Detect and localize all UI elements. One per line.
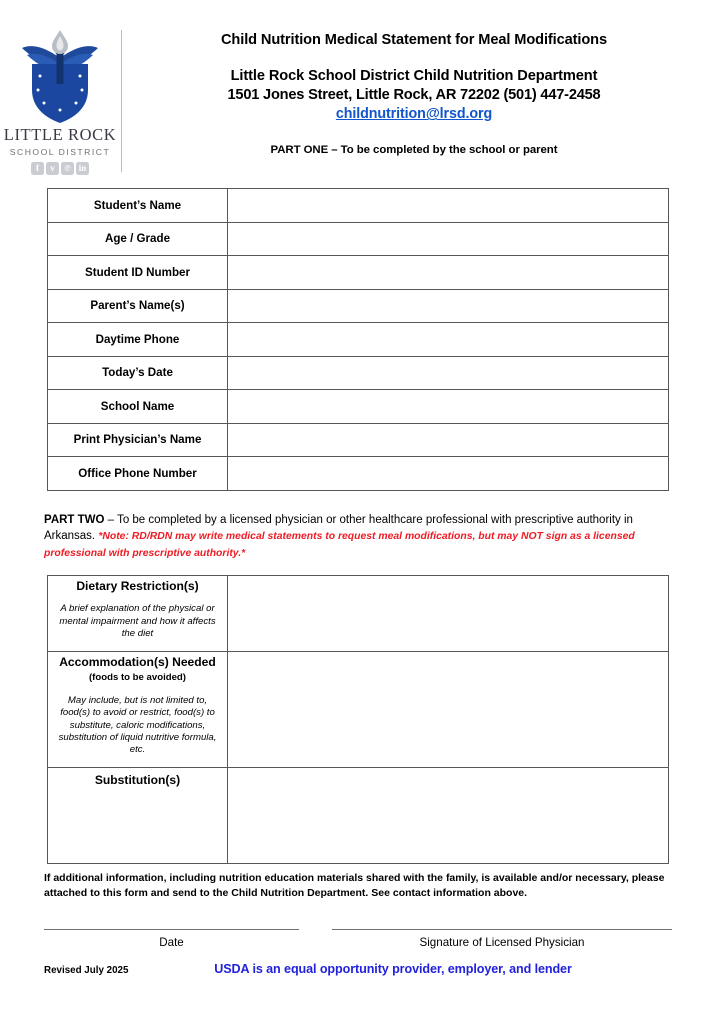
dietary-restrictions-description: A brief explanation of the physical or mental impairment and how it affects the diet — [59, 603, 216, 639]
field-label-accommodations-needed — [48, 652, 228, 768]
field-input-todays-date[interactable] — [228, 356, 669, 390]
field-input-student-id-number[interactable] — [228, 256, 669, 290]
field-label-parents-names: Parent’s Name(s) — [48, 289, 228, 323]
field-input-substitutions[interactable] — [228, 768, 669, 864]
part-two-red-note: *Note: RD/RDN may write medical statements to request meal modifications, but may NOT sign as a licensed professional with prescriptive authority.* — [44, 530, 635, 559]
table-row — [48, 289, 669, 323]
facebook-icon[interactable]: f — [31, 162, 44, 175]
part-two-body: – To be completed by a licensed physician or other healthcare professional with prescriptive authority in Arkansas. — [44, 513, 633, 542]
table-row — [48, 189, 669, 223]
field-input-age-grade[interactable] — [228, 222, 669, 256]
field-label-daytime-phone: Daytime Phone — [48, 323, 228, 357]
torch-shield-crest-icon — [12, 28, 108, 126]
part-two-table — [47, 575, 669, 864]
table-row — [48, 356, 669, 390]
footer-bottom-row — [44, 962, 672, 976]
pinterest-icon[interactable]: ℗ — [61, 162, 74, 175]
field-label-students-name: Student’s Name — [48, 189, 228, 223]
part-one-table — [47, 188, 669, 491]
table-row — [48, 457, 669, 491]
usda-statement: USDA is an equal opportunity provider, employer, and lender — [214, 962, 572, 977]
header-text-block — [120, 26, 716, 156]
field-label-todays-date: Today’s Date — [48, 356, 228, 390]
field-label-age-grade: Age / Grade — [48, 222, 228, 256]
date-signature-block — [44, 929, 299, 949]
twitter-icon[interactable]: ᴠ — [46, 162, 59, 175]
logo-subtext: SCHOOL DISTRICT — [9, 146, 111, 157]
signature-area — [44, 929, 672, 949]
date-signature-line[interactable] — [44, 929, 299, 930]
linkedin-icon[interactable]: in — [76, 162, 89, 175]
field-input-parents-names[interactable] — [228, 289, 669, 323]
table-row — [48, 222, 669, 256]
additional-information-note: If additional information, including nutrition education materials shared with the family, is available and/or necessary, please attached to this form and send to the Child Nutrition Department. See contact information above. — [44, 872, 665, 900]
date-label: Date — [159, 936, 184, 950]
field-label-office-phone-number: Office Phone Number — [48, 457, 228, 491]
table-row — [48, 576, 669, 652]
field-input-daytime-phone[interactable] — [228, 323, 669, 357]
social-links — [31, 162, 89, 175]
field-input-school-name[interactable] — [228, 390, 669, 424]
physician-signature-block — [332, 929, 672, 949]
table-row — [48, 768, 669, 864]
field-label-student-id-number: Student ID Number — [48, 256, 228, 290]
accommodations-heading-sub: (foods to be avoided) — [88, 672, 186, 684]
field-label-dietary-restrictions — [48, 576, 228, 652]
logo-wordmark: LITTLE ROCK — [3, 125, 117, 144]
table-row — [48, 652, 669, 768]
accommodations-description: May include, but is not limited to, food(s) to avoid or restrict, food(s) to substitute, caloric modifications, substitution of liquid nutritive formula, etc. — [58, 695, 217, 756]
document-header — [0, 0, 716, 180]
dietary-restrictions-heading: Dietary Restriction(s) — [76, 579, 199, 594]
physician-signature-line[interactable] — [332, 929, 672, 930]
field-label-print-physicians-name: Print Physician’s Name — [48, 423, 228, 457]
table-row — [48, 323, 669, 357]
table-row — [48, 390, 669, 424]
field-input-accommodations-needed[interactable] — [228, 652, 669, 768]
substitutions-heading: Substitution(s) — [94, 773, 181, 788]
field-label-school-name: School Name — [48, 390, 228, 424]
header-divider — [121, 30, 122, 172]
field-input-print-physicians-name[interactable] — [228, 423, 669, 457]
table-row — [48, 423, 669, 457]
department-name: Little Rock School District Child Nutrition Department — [230, 67, 598, 84]
field-input-office-phone-number[interactable] — [228, 457, 669, 491]
revision-date: Revised July 2025 — [44, 965, 129, 977]
accommodations-heading — [52, 656, 223, 684]
district-logo — [0, 26, 120, 175]
physician-signature-label: Signature of Licensed Physician — [419, 936, 585, 950]
page-title: Child Nutrition Medical Statement for Meal Modifications — [220, 32, 608, 48]
part-two-label: PART TWO — [44, 513, 105, 526]
part-one-heading: PART ONE – To be completed by the school or parent — [270, 144, 558, 157]
department-address: 1501 Jones Street, Little Rock, AR 72202 (501) 447-2458 — [227, 86, 601, 103]
email-link[interactable]: childnutrition@lrsd.org — [335, 106, 493, 123]
field-label-substitutions — [48, 768, 228, 864]
table-row — [48, 256, 669, 290]
accommodations-heading-main: Accommodation(s) Needed — [59, 655, 216, 670]
field-input-students-name[interactable] — [228, 189, 669, 223]
part-two-heading — [44, 512, 672, 562]
field-input-dietary-restrictions[interactable] — [228, 576, 669, 652]
